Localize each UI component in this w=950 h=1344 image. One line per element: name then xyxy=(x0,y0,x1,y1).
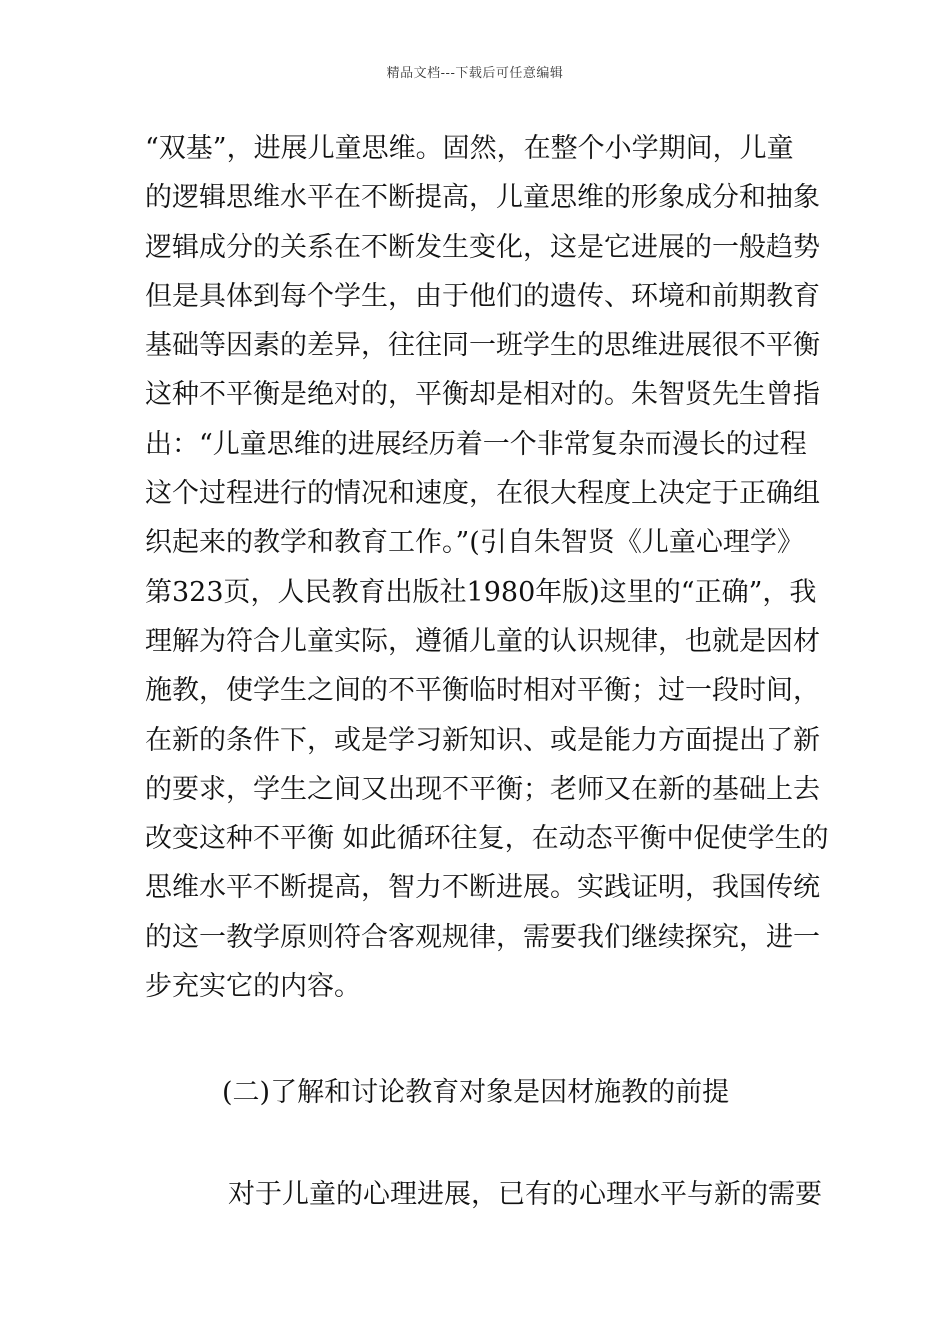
page-header: 精品文档---下载后可任意编辑 xyxy=(386,66,564,81)
text-line: 逻辑成分的关系在不断发生变化，这是它进展的一般趋势 xyxy=(145,231,820,263)
text-line: 的逻辑思维水平在不断提高，儿童思维的形象成分和抽象 xyxy=(145,182,820,214)
text-line: 的这一教学原则符合客观规律，需要我们继续探究，进一 xyxy=(145,921,820,953)
text-line: 的要求，学生之间又出现不平衡；老师又在新的基础上去 xyxy=(145,773,820,805)
text-line: 改变这种不平衡 如此循环往复，在动态平衡中促使学生的 xyxy=(145,823,829,855)
text-line: 在新的条件下，或是学习新知识、或是能力方面提出了新 xyxy=(145,724,820,756)
text-line: 思维水平不断提高，智力不断进展。实践证明，我国传统 xyxy=(145,872,820,904)
section-heading: (二)了解和讨论教育对象是因材施教的前提 xyxy=(222,1077,730,1108)
text-line: 这个过程进行的情况和速度，在很大程度上决定于正确组 xyxy=(145,478,820,510)
paragraph-2: 对于儿童的心理进展，已有的心理水平与新的需要 xyxy=(228,1179,822,1210)
text-line: 但是具体到每个学生，由于他们的遗传、环境和前期教育 xyxy=(145,280,820,312)
paragraph-1 xyxy=(145,124,829,1011)
text-line: “双基”，进展儿童思维。固然，在整个小学期间，儿童 xyxy=(145,133,794,164)
text-line: 第323页，人民教育出版社1980年版)这里的“正确”，我 xyxy=(145,576,817,608)
text-line: 基础等因素的差异，往往同一班学生的思维进展很不平衡 xyxy=(145,330,820,362)
text-line: 这种不平衡是绝对的，平衡却是相对的。朱智贤先生曾指 xyxy=(145,379,820,411)
text-line: 施教，使学生之间的不平衡临时相对平衡；过一段时间， xyxy=(145,675,820,707)
text-line: 理解为符合儿童实际，遵循儿童的认识规律，也就是因材 xyxy=(145,625,820,657)
text-line: 出：“儿童思维的进展经历着一个非常复杂而漫长的过程 xyxy=(145,428,807,460)
text-line: 织起来的教学和教育工作。”(引自朱智贤《儿童心理学》 xyxy=(145,527,804,559)
text-line: 步充实它的内容。 xyxy=(145,971,361,1003)
